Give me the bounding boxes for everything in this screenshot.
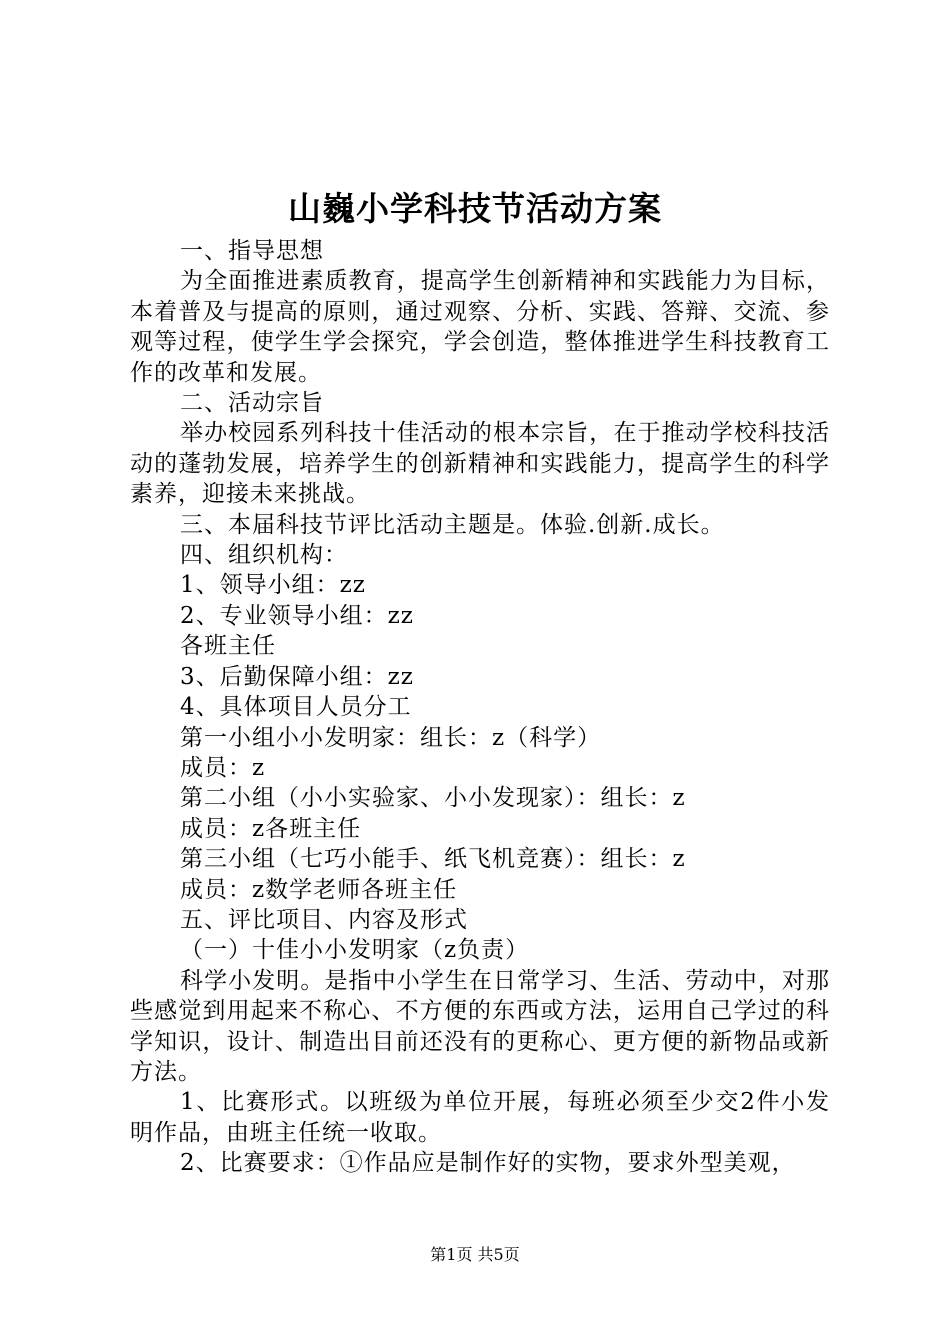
section-heading: 一、指导思想 xyxy=(180,238,324,264)
list-item: 成员：z xyxy=(180,754,266,781)
list-item: 4、具体项目人员分工 xyxy=(180,694,412,721)
section-heading: 三、本届科技节评比活动主题是。体验.创新.成长。 xyxy=(180,511,725,538)
document-body xyxy=(130,236,830,1179)
section-heading: 二、活动宗旨 xyxy=(180,390,324,417)
list-item: 1、领导小组：zz xyxy=(180,572,366,599)
subsection-heading: （一）十佳小小发明家（z负责） xyxy=(180,937,530,964)
list-item: 第二小组（小小实验家、小小发现家）：组长：z xyxy=(180,785,686,812)
body-paragraph: 1、比赛形式。以班级为单位开展，每班必须至少交2件小发明作品，由班主任统一收取。 xyxy=(130,1089,830,1146)
list-item: 各班主任 xyxy=(180,633,276,660)
body-paragraph: 举办校园系列科技十佳活动的根本宗旨，在于推动学校科技活动的蓬勃发展，培养学生的创新精神和实践能力，提高学生的科学素养，迎接未来挑战。 xyxy=(130,420,830,508)
list-item: 成员：z各班主任 xyxy=(180,815,362,842)
page-footer: 第1页 共5页 xyxy=(430,1245,520,1264)
list-item: 第三小组（七巧小能手、纸飞机竞赛）：组长：z xyxy=(180,846,686,873)
body-paragraph: 为全面推进素质教育，提高学生创新精神和实践能力为目标，本着普及与提高的原则，通过观察、分析、实践、答辩、交流、参观等过程，使学生学会探究，学会创造，整体推进学生科技教育工作的改革和发展。 xyxy=(130,268,830,386)
section-heading: 四、组织机构： xyxy=(180,542,348,569)
section-heading: 五、评比项目、内容及形式 xyxy=(180,906,468,933)
list-item: 3、后勤保障小组：zz xyxy=(180,663,414,690)
list-item: 成员：z数学老师各班主任 xyxy=(180,876,458,903)
document-title: 山巍小学科技节活动方案 xyxy=(288,189,662,228)
list-item: 2、专业领导小组：zz xyxy=(180,602,414,629)
list-item: 第一小组小小发明家：组长：z（科学） xyxy=(180,724,602,751)
body-paragraph: 2、比赛要求：①作品应是制作好的实物，要求外型美观， xyxy=(180,1150,796,1177)
body-paragraph: 科学小发明。是指中小学生在日常学习、生活、劳动中，对那些感觉到用起来不称心、不方便的东西或方法，运用自己学过的科学知识，设计、制造出目前还没有的更称心、更方便的新物品或新方法。 xyxy=(130,967,830,1085)
